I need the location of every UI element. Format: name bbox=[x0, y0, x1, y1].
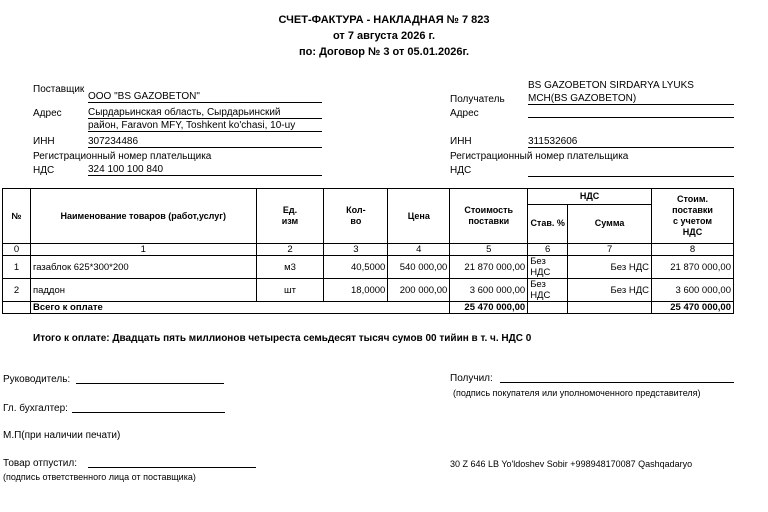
row-cost: 21 870 000,00 bbox=[450, 256, 528, 279]
header-unit: Ед. изм bbox=[256, 189, 324, 244]
header-vat-rate: Став. % bbox=[528, 204, 568, 243]
supplier-inn-label: ИНН bbox=[33, 136, 55, 147]
row-num: 2 bbox=[3, 279, 31, 302]
row-cost: 3 600 000,00 bbox=[450, 279, 528, 302]
row-qty: 40,5000 bbox=[324, 256, 388, 279]
driver-info: 30 Z 646 LB Yo'ldoshev Sobir +998948170087 Qashqadaryo bbox=[450, 459, 693, 469]
recipient-vat-label: НДС bbox=[450, 165, 472, 176]
row-vat-rate: Без НДС bbox=[528, 256, 568, 279]
table-row bbox=[3, 256, 734, 279]
recipient-name-line2: MCH(BS GAZOBETON) bbox=[528, 93, 734, 105]
received-note: (подпись покупателя или уполномоченного представителя) bbox=[453, 388, 701, 398]
stamp-label: М.П(при наличии печати) bbox=[3, 430, 121, 441]
col-number: 4 bbox=[388, 244, 450, 256]
recipient-reg-label: Регистрационный номер плательщика bbox=[450, 151, 629, 162]
supplier-address-label: Адрес bbox=[33, 108, 62, 119]
row-price: 200 000,00 bbox=[388, 279, 450, 302]
supplier-vat-label: НДС bbox=[33, 165, 55, 176]
document-date: от 7 августа 2026 г. bbox=[332, 30, 436, 42]
supplier-address-line1: Сырдарьинская область, Сырдарьинский bbox=[88, 107, 322, 119]
invoice-table bbox=[2, 188, 734, 314]
director-signature-line[interactable] bbox=[76, 372, 224, 384]
supplier-label: Поставщик bbox=[33, 84, 85, 95]
released-label: Товар отпустил: bbox=[3, 458, 77, 469]
col-number: 3 bbox=[324, 244, 388, 256]
recipient-address-line bbox=[528, 105, 734, 118]
col-number: 8 bbox=[652, 244, 734, 256]
supplier-inn: 307234486 bbox=[88, 136, 322, 148]
header-vat: НДС bbox=[528, 189, 652, 205]
row-unit: шт bbox=[256, 279, 324, 302]
recipient-inn: 311532606 bbox=[528, 136, 734, 148]
header-vat-sum: Сумма bbox=[568, 204, 652, 243]
received-signature-line[interactable] bbox=[500, 371, 734, 383]
row-price: 540 000,00 bbox=[388, 256, 450, 279]
header-price: Цена bbox=[388, 189, 450, 244]
released-note: (подпись ответственного лица от поставщика) bbox=[3, 472, 196, 482]
row-vat-sum: Без НДС bbox=[568, 279, 652, 302]
row-unit: м3 bbox=[256, 256, 324, 279]
recipient-name-line1: BS GAZOBETON SIRDARYA LYUKS bbox=[528, 80, 694, 91]
released-signature-line[interactable] bbox=[88, 456, 256, 468]
row-name: газаблок 625*300*200 bbox=[30, 256, 256, 279]
table-header-row bbox=[3, 189, 734, 205]
director-label: Руководитель: bbox=[3, 374, 71, 385]
recipient-label: Получатель bbox=[450, 94, 505, 105]
table-row bbox=[3, 279, 734, 302]
total-label: Всего к оплате bbox=[30, 302, 449, 314]
total-cost: 25 470 000,00 bbox=[450, 302, 528, 314]
row-total: 3 600 000,00 bbox=[652, 279, 734, 302]
column-number-row bbox=[3, 244, 734, 256]
header-cost: Стоимость поставки bbox=[450, 189, 528, 244]
row-total: 21 870 000,00 bbox=[652, 256, 734, 279]
row-vat-rate: Без НДС bbox=[528, 279, 568, 302]
header-qty: Кол- во bbox=[324, 189, 388, 244]
header-total: Стоим. поставки с учетом НДС bbox=[652, 189, 734, 244]
row-num: 1 bbox=[3, 256, 31, 279]
row-qty: 18,0000 bbox=[324, 279, 388, 302]
col-number: 5 bbox=[450, 244, 528, 256]
document-title: СЧЕТ-ФАКТУРА - НАКЛАДНАЯ № 7 823 bbox=[278, 14, 490, 26]
accountant-label: Гл. бухгалтер: bbox=[3, 403, 68, 414]
recipient-inn-label: ИНН bbox=[450, 136, 472, 147]
col-number: 0 bbox=[3, 244, 31, 256]
header-name: Наименование товаров (работ,услуг) bbox=[30, 189, 256, 244]
supplier-reg-label: Регистрационный номер плательщика bbox=[33, 151, 212, 162]
col-number: 6 bbox=[528, 244, 568, 256]
col-number: 2 bbox=[256, 244, 324, 256]
col-number: 1 bbox=[30, 244, 256, 256]
row-vat-sum: Без НДС bbox=[568, 256, 652, 279]
total-sum: 25 470 000,00 bbox=[652, 302, 734, 314]
total-in-words: Итого к оплате: Двадцать пять миллионов четыреста семьдесят тысяч сумов 00 тийин в т. ч. НДС 0 bbox=[33, 333, 532, 344]
supplier-name: ООО "BS GAZOBETON" bbox=[88, 91, 322, 103]
col-number: 7 bbox=[568, 244, 652, 256]
received-label: Получил: bbox=[450, 373, 493, 384]
recipient-address-label: Адрес bbox=[450, 108, 479, 119]
recipient-vat-line bbox=[528, 164, 734, 177]
supplier-vat: 324 100 100 840 bbox=[88, 164, 322, 176]
supplier-address-line2: район, Faravon MFY, Toshkent ko'chasi, 10-uy bbox=[88, 120, 322, 132]
row-name: паддон bbox=[30, 279, 256, 302]
header-num: № bbox=[3, 189, 31, 244]
document-contract: по: Договор № 3 от 05.01.2026г. bbox=[298, 46, 469, 58]
accountant-signature-line[interactable] bbox=[72, 401, 225, 413]
total-row bbox=[3, 302, 734, 314]
